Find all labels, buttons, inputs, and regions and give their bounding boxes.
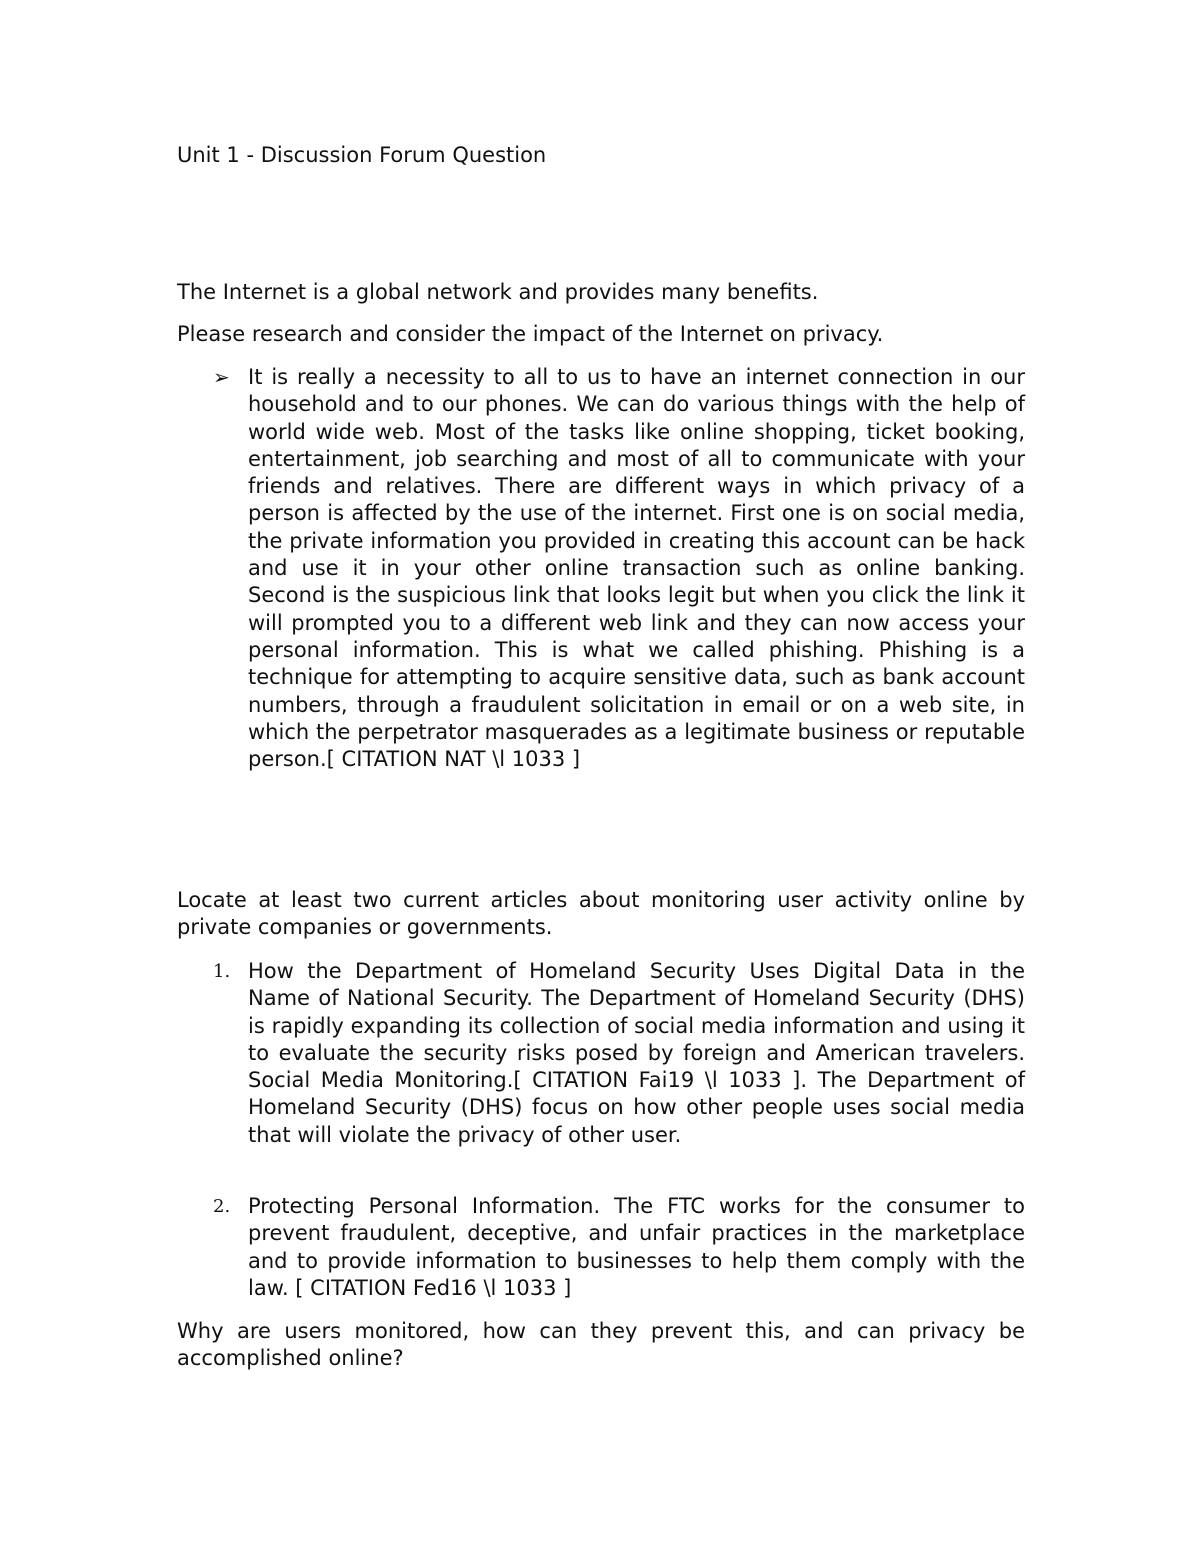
locate-paragraph: Locate at least two current articles about monitoring user activity online by private companies or governments. — [177, 888, 1025, 939]
bullet-text: It is really a necessity to all to us to have an internet connection in our household and to our phones. We can do various things with the help of world wide web. Most of the tasks like online shopping, ticket booking, entertainment, job searching and most of all to communicate with your friends and relatives. There are different ways in which privacy of a person is affected by the use of the internet. First one is on social media, the private information you provided in creating this account can be hack and use it in your other online transaction such as online banking. Second is the suspicious link that looks legit but when you click the link it will prompted you to a different web link and they can now access your personal information. This is what we called phishing. Phishing is a technique for attempting to acquire sensitive data, such as bank account numbers, through a fraudulent solicitation in email or on a web site, in which the perpetrator masquerades as a legitimate business or reputable person.[ CITATION NAT \l 1033 ] — [248, 365, 1025, 772]
numbered-item-text: Protecting Personal Information. The FTC works for the consumer to prevent fraudulent, deceptive, and unfair practices in the marketplace and to provide information to businesses to help them comply with the law. [ CITATION Fed16 \l 1033 ] — [248, 1194, 1025, 1300]
closing-question: Why are users monitored, how can they prevent this, and can privacy be accomplished online? — [177, 1319, 1025, 1370]
number-marker: 2. — [213, 1196, 231, 1217]
arrow-bullet-icon: ➢ — [213, 365, 230, 389]
intro-line-2: Please research and consider the impact of the Internet on privacy. — [177, 322, 884, 346]
document-title: Unit 1 - Discussion Forum Question — [177, 143, 547, 167]
intro-line-1: The Internet is a global network and provides many benefits. — [177, 280, 819, 304]
numbered-item-text: How the Department of Homeland Security Uses Digital Data in the Name of National Security. The Department of Homeland Security (DHS) is rapidly expanding its collection of social media information and using it to evaluate the security risks posed by foreign and American travelers. Social Media Monitoring.[ CITATION Fai19 \l 1033 ]. The Department of Homeland Security (DHS) focus on how other people uses social media that will violate the privacy of other user. — [248, 959, 1025, 1147]
number-marker: 1. — [213, 961, 231, 982]
document-page — [177, 0, 1025, 1553]
